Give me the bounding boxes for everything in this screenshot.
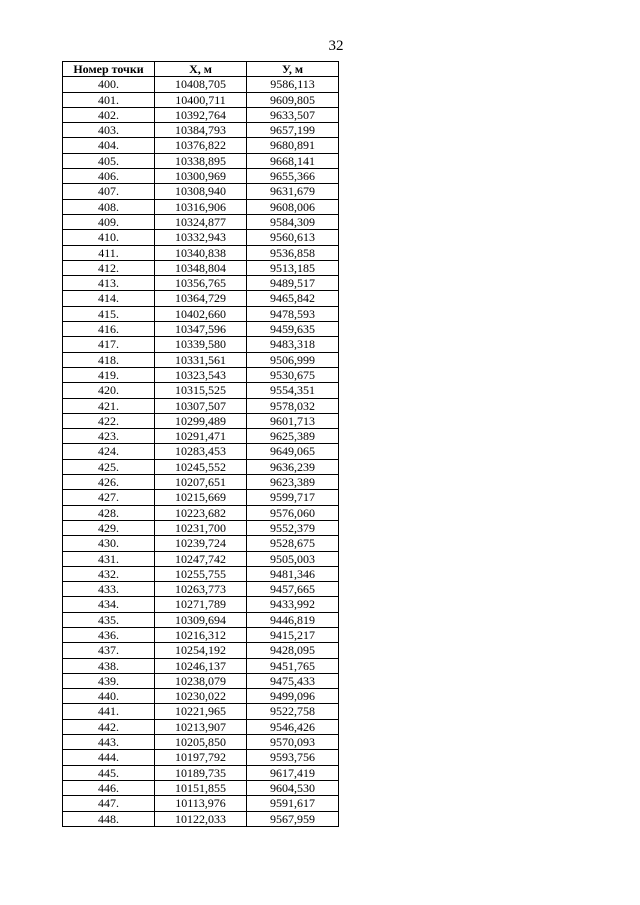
table-row	[63, 627, 339, 642]
header-row	[63, 62, 339, 77]
point-number-cell: 420.	[63, 383, 155, 398]
table-row	[63, 658, 339, 673]
point-number-cell: 441.	[63, 704, 155, 719]
table-row	[63, 199, 339, 214]
x-coordinate-cell: 10247,742	[155, 551, 247, 566]
table-row	[63, 291, 339, 306]
x-coordinate-cell: 10299,489	[155, 413, 247, 428]
table-row	[63, 780, 339, 795]
y-coordinate-cell: 9604,530	[247, 780, 339, 795]
table-row	[63, 597, 339, 612]
x-coordinate-cell: 10315,525	[155, 383, 247, 398]
point-number-cell: 444.	[63, 750, 155, 765]
y-coordinate-cell: 9560,613	[247, 230, 339, 245]
coordinates-table	[62, 61, 339, 827]
y-coordinate-cell: 9483,318	[247, 337, 339, 352]
table-row	[63, 260, 339, 275]
point-number-cell: 436.	[63, 627, 155, 642]
x-coordinate-cell: 10376,822	[155, 138, 247, 153]
header-point-number: Номер точки	[63, 62, 155, 77]
x-coordinate-cell: 10263,773	[155, 582, 247, 597]
x-coordinate-cell: 10308,940	[155, 184, 247, 199]
x-coordinate-cell: 10402,660	[155, 306, 247, 321]
x-coordinate-cell: 10254,192	[155, 643, 247, 658]
table-row	[63, 811, 339, 826]
point-number-cell: 405.	[63, 153, 155, 168]
y-coordinate-cell: 9655,366	[247, 169, 339, 184]
y-coordinate-cell: 9576,060	[247, 505, 339, 520]
x-coordinate-cell: 10283,453	[155, 444, 247, 459]
x-coordinate-cell: 10238,079	[155, 673, 247, 688]
y-coordinate-cell: 9570,093	[247, 735, 339, 750]
table-row	[63, 490, 339, 505]
x-coordinate-cell: 10246,137	[155, 658, 247, 673]
table-row	[63, 444, 339, 459]
table-row	[63, 750, 339, 765]
y-coordinate-cell: 9457,665	[247, 582, 339, 597]
y-coordinate-cell: 9505,003	[247, 551, 339, 566]
table-row	[63, 367, 339, 382]
table-row	[63, 230, 339, 245]
x-coordinate-cell: 10408,705	[155, 77, 247, 92]
point-number-cell: 443.	[63, 735, 155, 750]
point-number-cell: 433.	[63, 582, 155, 597]
x-coordinate-cell: 10189,735	[155, 765, 247, 780]
table-row	[63, 765, 339, 780]
point-number-cell: 406.	[63, 169, 155, 184]
x-coordinate-cell: 10392,764	[155, 107, 247, 122]
x-coordinate-cell: 10340,838	[155, 245, 247, 260]
y-coordinate-cell: 9584,309	[247, 214, 339, 229]
y-coordinate-cell: 9599,717	[247, 490, 339, 505]
point-number-cell: 424.	[63, 444, 155, 459]
y-coordinate-cell: 9506,999	[247, 352, 339, 367]
y-coordinate-cell: 9623,389	[247, 475, 339, 490]
x-coordinate-cell: 10291,471	[155, 429, 247, 444]
table-row	[63, 475, 339, 490]
point-number-cell: 403.	[63, 123, 155, 138]
x-coordinate-cell: 10332,943	[155, 230, 247, 245]
point-number-cell: 446.	[63, 780, 155, 795]
page-number: 32	[328, 38, 344, 54]
x-coordinate-cell: 10239,724	[155, 536, 247, 551]
table-row	[63, 169, 339, 184]
x-coordinate-cell: 10356,765	[155, 276, 247, 291]
table-row	[63, 551, 339, 566]
table-row	[63, 719, 339, 734]
point-number-cell: 417.	[63, 337, 155, 352]
point-number-cell: 416.	[63, 322, 155, 337]
table-row	[63, 306, 339, 321]
point-number-cell: 415.	[63, 306, 155, 321]
y-coordinate-cell: 9609,805	[247, 92, 339, 107]
point-number-cell: 404.	[63, 138, 155, 153]
point-number-cell: 428.	[63, 505, 155, 520]
x-coordinate-cell: 10151,855	[155, 780, 247, 795]
point-number-cell: 429.	[63, 520, 155, 535]
table-row	[63, 77, 339, 92]
y-coordinate-cell: 9617,419	[247, 765, 339, 780]
point-number-cell: 401.	[63, 92, 155, 107]
point-number-cell: 407.	[63, 184, 155, 199]
table-row	[63, 429, 339, 444]
table-row	[63, 92, 339, 107]
table-row	[63, 322, 339, 337]
point-number-cell: 432.	[63, 566, 155, 581]
x-coordinate-cell: 10323,543	[155, 367, 247, 382]
table-row	[63, 337, 339, 352]
y-coordinate-cell: 9668,141	[247, 153, 339, 168]
point-number-cell: 427.	[63, 490, 155, 505]
y-coordinate-cell: 9631,679	[247, 184, 339, 199]
point-number-cell: 422.	[63, 413, 155, 428]
y-coordinate-cell: 9601,713	[247, 413, 339, 428]
y-coordinate-cell: 9446,819	[247, 612, 339, 627]
table-row	[63, 520, 339, 535]
table-row	[63, 352, 339, 367]
x-coordinate-cell: 10348,804	[155, 260, 247, 275]
table-row	[63, 153, 339, 168]
table-body	[63, 77, 339, 827]
x-coordinate-cell: 10384,793	[155, 123, 247, 138]
table-row	[63, 398, 339, 413]
y-coordinate-cell: 9415,217	[247, 627, 339, 642]
x-coordinate-cell: 10231,700	[155, 520, 247, 535]
table-row	[63, 643, 339, 658]
table-row	[63, 704, 339, 719]
y-coordinate-cell: 9567,959	[247, 811, 339, 826]
y-coordinate-cell: 9633,507	[247, 107, 339, 122]
point-number-cell: 423.	[63, 429, 155, 444]
x-coordinate-cell: 10307,507	[155, 398, 247, 413]
y-coordinate-cell: 9451,765	[247, 658, 339, 673]
y-coordinate-cell: 9513,185	[247, 260, 339, 275]
x-coordinate-cell: 10316,906	[155, 199, 247, 214]
y-coordinate-cell: 9657,199	[247, 123, 339, 138]
point-number-cell: 410.	[63, 230, 155, 245]
table-row	[63, 276, 339, 291]
x-coordinate-cell: 10230,022	[155, 689, 247, 704]
y-coordinate-cell: 9554,351	[247, 383, 339, 398]
point-number-cell: 418.	[63, 352, 155, 367]
point-number-cell: 435.	[63, 612, 155, 627]
x-coordinate-cell: 10113,976	[155, 796, 247, 811]
y-coordinate-cell: 9591,617	[247, 796, 339, 811]
y-coordinate-cell: 9649,065	[247, 444, 339, 459]
y-coordinate-cell: 9522,758	[247, 704, 339, 719]
table-row	[63, 138, 339, 153]
y-coordinate-cell: 9475,433	[247, 673, 339, 688]
y-coordinate-cell: 9499,096	[247, 689, 339, 704]
point-number-cell: 448.	[63, 811, 155, 826]
point-number-cell: 437.	[63, 643, 155, 658]
point-number-cell: 425.	[63, 459, 155, 474]
point-number-cell: 409.	[63, 214, 155, 229]
y-coordinate-cell: 9625,389	[247, 429, 339, 444]
table-row	[63, 123, 339, 138]
point-number-cell: 431.	[63, 551, 155, 566]
y-coordinate-cell: 9680,891	[247, 138, 339, 153]
x-coordinate-cell: 10221,965	[155, 704, 247, 719]
table-row	[63, 245, 339, 260]
x-coordinate-cell: 10338,895	[155, 153, 247, 168]
point-number-cell: 438.	[63, 658, 155, 673]
x-coordinate-cell: 10331,561	[155, 352, 247, 367]
x-coordinate-cell: 10255,755	[155, 566, 247, 581]
y-coordinate-cell: 9428,095	[247, 643, 339, 658]
table-row	[63, 214, 339, 229]
header-x-coordinate: Х, м	[155, 62, 247, 77]
point-number-cell: 430.	[63, 536, 155, 551]
point-number-cell: 413.	[63, 276, 155, 291]
y-coordinate-cell: 9546,426	[247, 719, 339, 734]
point-number-cell: 447.	[63, 796, 155, 811]
x-coordinate-cell: 10213,907	[155, 719, 247, 734]
table-row	[63, 505, 339, 520]
y-coordinate-cell: 9459,635	[247, 322, 339, 337]
x-coordinate-cell: 10223,682	[155, 505, 247, 520]
table-row	[63, 612, 339, 627]
y-coordinate-cell: 9586,113	[247, 77, 339, 92]
table-row	[63, 413, 339, 428]
y-coordinate-cell: 9433,992	[247, 597, 339, 612]
table-row	[63, 383, 339, 398]
table-row	[63, 796, 339, 811]
y-coordinate-cell: 9552,379	[247, 520, 339, 535]
table-row	[63, 536, 339, 551]
table-row	[63, 735, 339, 750]
point-number-cell: 419.	[63, 367, 155, 382]
point-number-cell: 412.	[63, 260, 155, 275]
y-coordinate-cell: 9530,675	[247, 367, 339, 382]
x-coordinate-cell: 10271,789	[155, 597, 247, 612]
y-coordinate-cell: 9608,006	[247, 199, 339, 214]
y-coordinate-cell: 9478,593	[247, 306, 339, 321]
x-coordinate-cell: 10347,596	[155, 322, 247, 337]
y-coordinate-cell: 9536,858	[247, 245, 339, 260]
y-coordinate-cell: 9481,346	[247, 566, 339, 581]
x-coordinate-cell: 10122,033	[155, 811, 247, 826]
point-number-cell: 434.	[63, 597, 155, 612]
x-coordinate-cell: 10207,651	[155, 475, 247, 490]
table-row	[63, 184, 339, 199]
table-row	[63, 107, 339, 122]
x-coordinate-cell: 10245,552	[155, 459, 247, 474]
table-row	[63, 459, 339, 474]
table-row	[63, 673, 339, 688]
point-number-cell: 402.	[63, 107, 155, 122]
x-coordinate-cell: 10400,711	[155, 92, 247, 107]
x-coordinate-cell: 10309,694	[155, 612, 247, 627]
point-number-cell: 439.	[63, 673, 155, 688]
point-number-cell: 414.	[63, 291, 155, 306]
table-row	[63, 582, 339, 597]
header-y-coordinate: У, м	[247, 62, 339, 77]
point-number-cell: 421.	[63, 398, 155, 413]
point-number-cell: 440.	[63, 689, 155, 704]
point-number-cell: 400.	[63, 77, 155, 92]
x-coordinate-cell: 10215,669	[155, 490, 247, 505]
x-coordinate-cell: 10205,850	[155, 735, 247, 750]
x-coordinate-cell: 10324,877	[155, 214, 247, 229]
table-row	[63, 689, 339, 704]
y-coordinate-cell: 9528,675	[247, 536, 339, 551]
point-number-cell: 426.	[63, 475, 155, 490]
y-coordinate-cell: 9636,239	[247, 459, 339, 474]
x-coordinate-cell: 10216,312	[155, 627, 247, 642]
point-number-cell: 408.	[63, 199, 155, 214]
y-coordinate-cell: 9465,842	[247, 291, 339, 306]
point-number-cell: 442.	[63, 719, 155, 734]
table-header	[63, 62, 339, 77]
y-coordinate-cell: 9578,032	[247, 398, 339, 413]
point-number-cell: 445.	[63, 765, 155, 780]
x-coordinate-cell: 10339,580	[155, 337, 247, 352]
point-number-cell: 411.	[63, 245, 155, 260]
x-coordinate-cell: 10364,729	[155, 291, 247, 306]
x-coordinate-cell: 10197,792	[155, 750, 247, 765]
y-coordinate-cell: 9593,756	[247, 750, 339, 765]
table-row	[63, 566, 339, 581]
x-coordinate-cell: 10300,969	[155, 169, 247, 184]
y-coordinate-cell: 9489,517	[247, 276, 339, 291]
